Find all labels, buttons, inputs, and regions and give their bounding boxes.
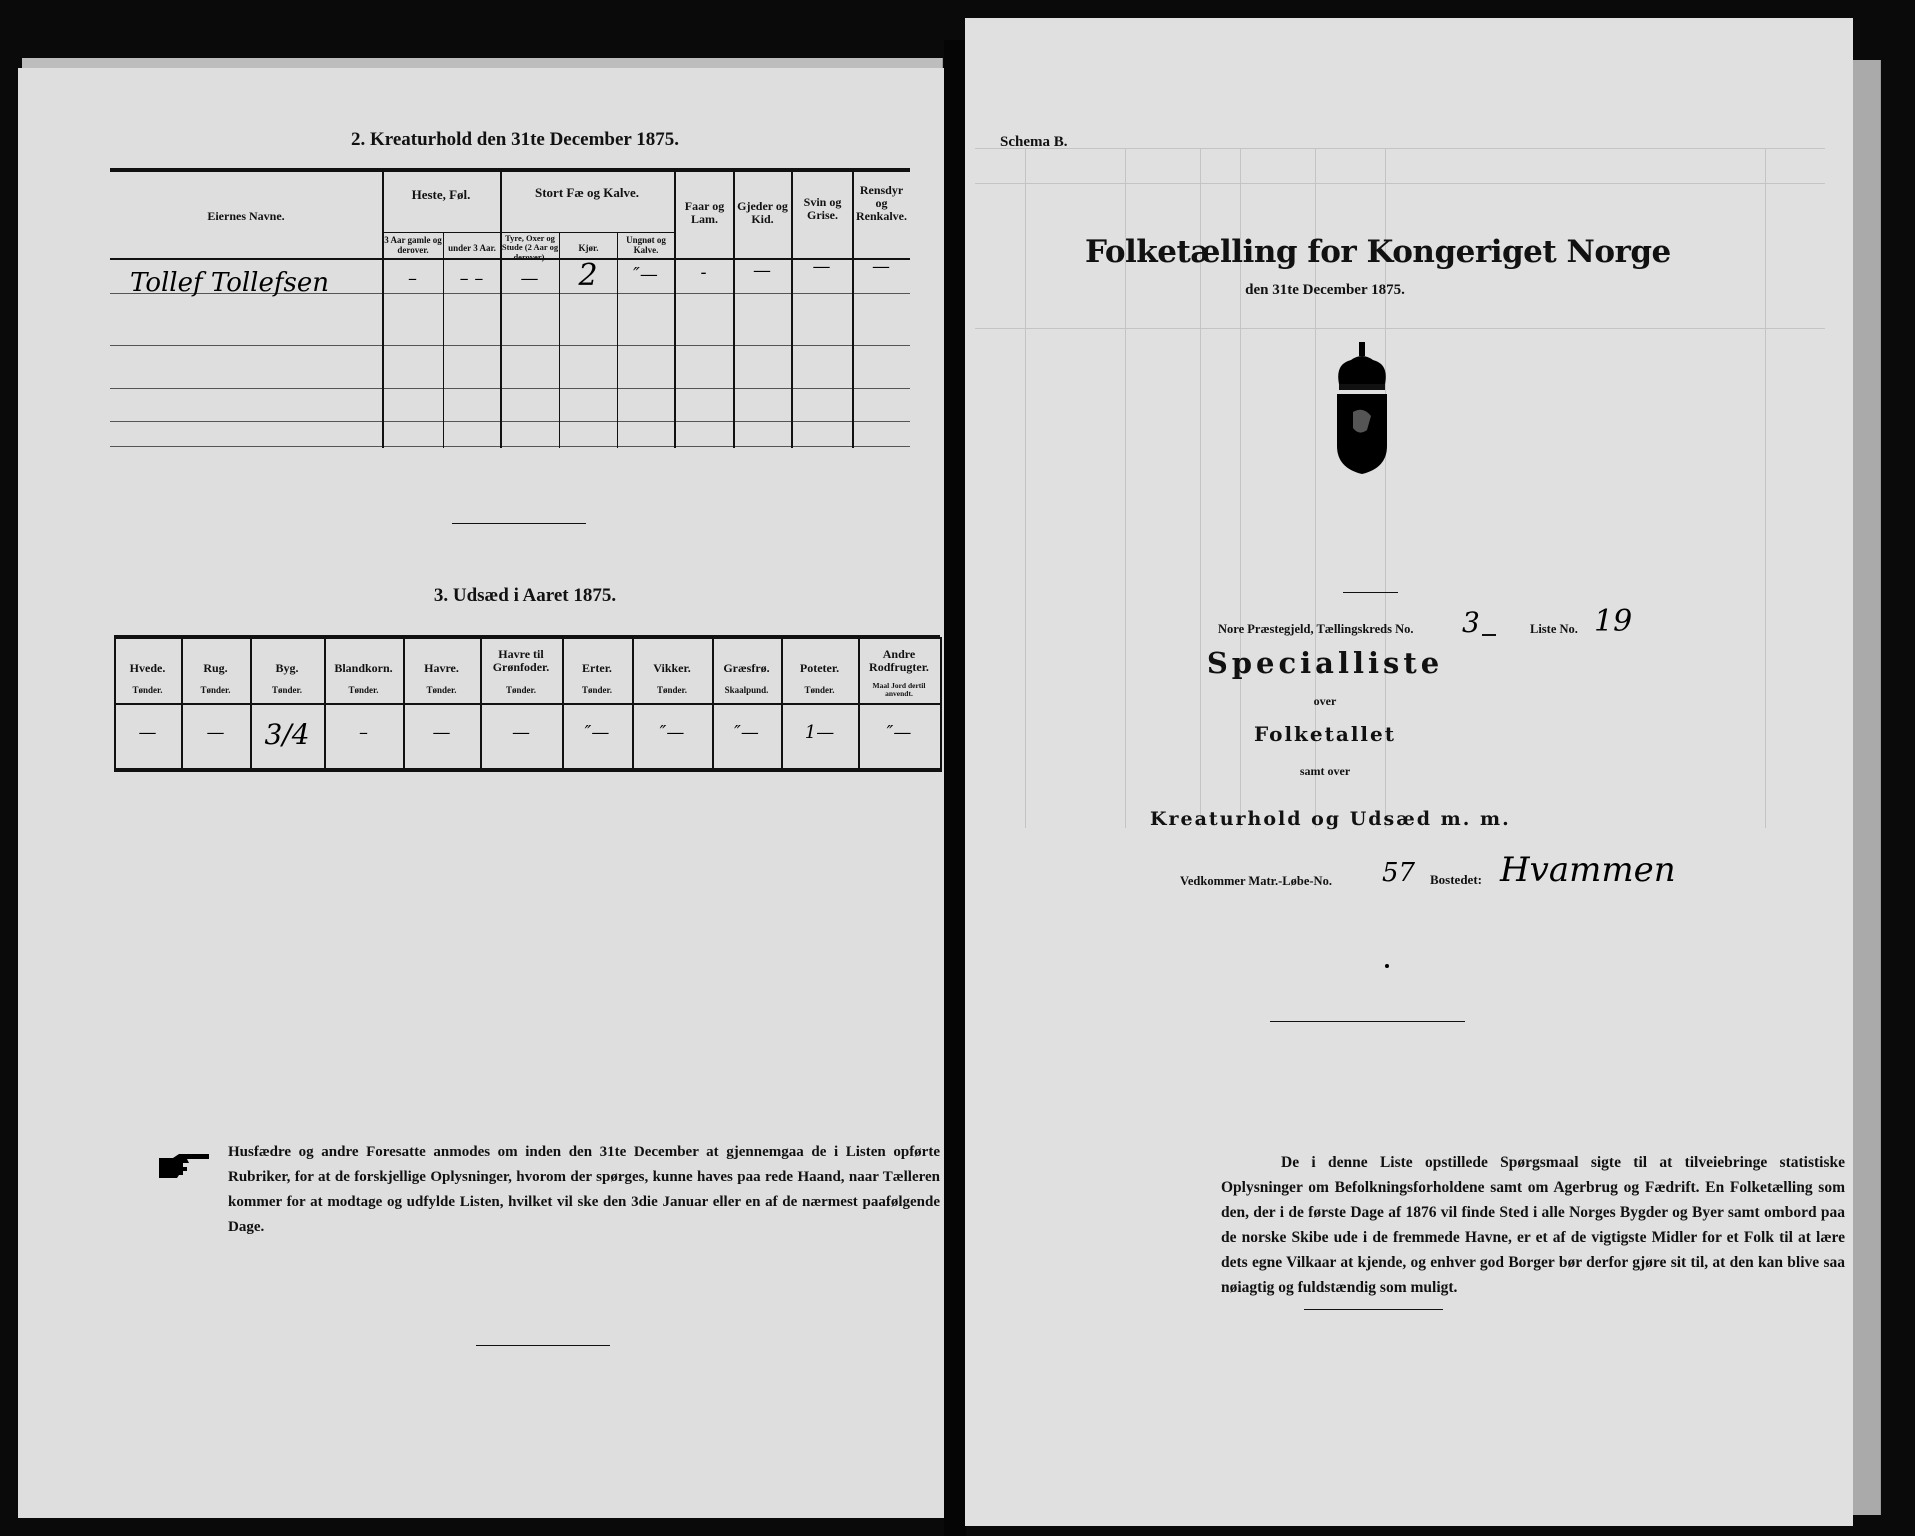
header-heste-under3: under 3 Aar. xyxy=(448,243,496,253)
column-divider xyxy=(181,637,183,772)
column-header: Græsfrø. xyxy=(723,661,770,675)
column-unit: Tønder. xyxy=(804,685,835,695)
seed-value: — xyxy=(138,722,157,743)
section2-title: 2. Kreaturhold den 31te December 1875. xyxy=(350,129,680,150)
column-unit: Tønder. xyxy=(200,685,231,695)
column-header: Vikker. xyxy=(653,661,691,675)
rule-mid xyxy=(1270,1021,1465,1022)
coat-of-arms-icon xyxy=(1331,342,1393,476)
header-tyre: Tyre, Oxer og Stude (2 Aar og derover). xyxy=(501,233,559,262)
column-divider xyxy=(324,637,326,772)
header-ungnot: Ungnøt og Kalve. xyxy=(626,235,666,255)
column-header: Rug. xyxy=(203,661,228,675)
column-unit: Tønder. xyxy=(582,685,612,695)
divider xyxy=(452,523,586,524)
cell-heste-3aar: – xyxy=(408,268,417,289)
column-unit: Skaalpund. xyxy=(724,685,769,695)
column-unit: Tønder. xyxy=(426,685,457,695)
cell-rensdyr: — xyxy=(872,256,890,277)
header-faar: Faar og Lam. xyxy=(684,199,725,227)
pointing-hand-icon xyxy=(159,1154,214,1178)
owner-header: Eiernes Navne. xyxy=(207,209,285,223)
header-heste: Heste, Føl. xyxy=(411,187,471,202)
samt-over-label: samt over xyxy=(1299,764,1351,778)
intro-paragraph: De i denne Liste opstillede Spørgsmaal sigte til at tilveiebringe statistiske Oplysninger om Befolkningsforholdene samt om Agerbrug og Fædrift. En Folketælling som den, der i de første Dage af 1876 vil finde Sted i alle Norges Bygder og Byer samt ombord paa de norske Skibe ude i de fremmede Havne, er et af de vigtigste Midler for et Folk til at lære dets egne Vilkaar at kjende, og enhver god Borger bør derfor gjøre sit til, at den kan blive saa nøiagtig og fuldstændig som muligt. xyxy=(1221,1154,1845,1296)
header-heste-3aar: 3 Aar gamle og derover. xyxy=(384,235,442,255)
column-header: Andre Rodfrugter. xyxy=(869,647,929,675)
cell-ungnot: ″— xyxy=(633,264,658,285)
liste-number: 19 xyxy=(1594,604,1633,639)
column-unit: Tønder. xyxy=(657,685,687,695)
matr-label: Vedkommer Matr.-Løbe-No. xyxy=(1180,874,1332,888)
header-svin: Svin og Grise. xyxy=(803,195,842,223)
column-unit: Tønder. xyxy=(132,685,163,695)
seed-value: ″— xyxy=(734,722,759,743)
bosted-value: Hvammen xyxy=(1500,850,1676,890)
column-header: Poteter. xyxy=(799,661,840,675)
column-divider xyxy=(632,637,634,772)
binding-spine xyxy=(944,40,966,1536)
header-rensdyr: Rensdyr og Renkalve. xyxy=(856,183,907,224)
specialliste-heading: Specialliste xyxy=(1206,646,1444,680)
column-divider xyxy=(403,637,405,772)
prestegjeld-label: Nore Præstegjeld, Tællingskreds No. xyxy=(1218,622,1414,636)
seed-value: ″— xyxy=(659,722,685,743)
section3-title: 3. Udsæd i Aaret 1875. xyxy=(433,585,617,606)
column-header: Havre til Grønfoder. xyxy=(492,647,550,675)
header-gjeder: Gjeder og Kid. xyxy=(737,199,788,227)
seed-value: ″— xyxy=(886,722,912,743)
column-header: Hvede. xyxy=(129,661,166,675)
seed-value: ″— xyxy=(584,722,610,743)
cell-faar: - xyxy=(700,262,707,283)
census-date: den 31te December 1875. xyxy=(1245,282,1405,298)
column-unit: Tønder. xyxy=(348,685,379,695)
cell-tyre: — xyxy=(520,268,539,289)
column-unit: Maal Jord dertil anvendt. xyxy=(872,681,926,699)
column-divider xyxy=(250,637,252,772)
matr-number: 57 xyxy=(1382,858,1416,888)
cell-kjor: 2 xyxy=(578,258,598,293)
folketallet-label: Folketallet xyxy=(1254,722,1396,746)
seed-value: – xyxy=(359,722,368,743)
cell-svin: — xyxy=(812,256,831,277)
over-label: over xyxy=(1313,694,1337,708)
ink-dot xyxy=(1385,964,1389,968)
column-unit: Tønder. xyxy=(272,685,302,695)
seed-value: — xyxy=(512,722,530,743)
cell-heste-under3: – – xyxy=(459,268,484,289)
seed-value: — xyxy=(206,722,225,743)
kreds-number: 3 xyxy=(1462,606,1480,639)
schema-label: Schema B. xyxy=(1000,134,1068,150)
notice-text: Husfædre og andre Foresatte anmodes om inden den 31te December at gjennemgaa de i Listen opførte Rubriker, for at de forskjellige Oplysninger, hvorom der spørges, kunne haves paa rede Haand, naar Tælleren kommer for at modtage og udfylde Listen, hvilket vil ske den 3die Januar eller en af de nærmest paafølgende Dage. xyxy=(228,1144,940,1235)
column-divider xyxy=(562,637,564,772)
column-header: Blandkorn. xyxy=(334,661,393,675)
seed-value: 1— xyxy=(804,722,835,743)
column-header: Havre. xyxy=(424,661,459,675)
column-divider xyxy=(712,637,714,772)
liste-label: Liste No. xyxy=(1530,622,1578,636)
header-stort-fae: Stort Fæ og Kalve. xyxy=(535,185,639,200)
short-rule xyxy=(1343,592,1398,593)
cell-gjeder: — xyxy=(753,260,771,281)
seed-value: — xyxy=(432,722,451,743)
column-divider xyxy=(781,637,783,772)
owner-name: Tollef Tollefsen xyxy=(130,268,329,298)
column-header: Byg. xyxy=(275,661,299,675)
bottom-rule-left xyxy=(476,1345,610,1346)
kreaturhold-heading: Kreaturhold og Udsæd m. m. xyxy=(1150,808,1511,830)
census-title: Folketælling for Kongeriget Norge xyxy=(1085,234,1671,270)
header-kjor: Kjør. xyxy=(578,243,599,253)
seed-value: 3/4 xyxy=(264,718,310,751)
column-unit: Tønder. xyxy=(506,685,536,695)
column-header: Erter. xyxy=(582,661,612,675)
column-divider xyxy=(114,637,116,772)
bosted-label: Bostedet: xyxy=(1430,872,1482,887)
column-divider xyxy=(940,637,942,772)
bottom-rule-right xyxy=(1304,1309,1443,1310)
